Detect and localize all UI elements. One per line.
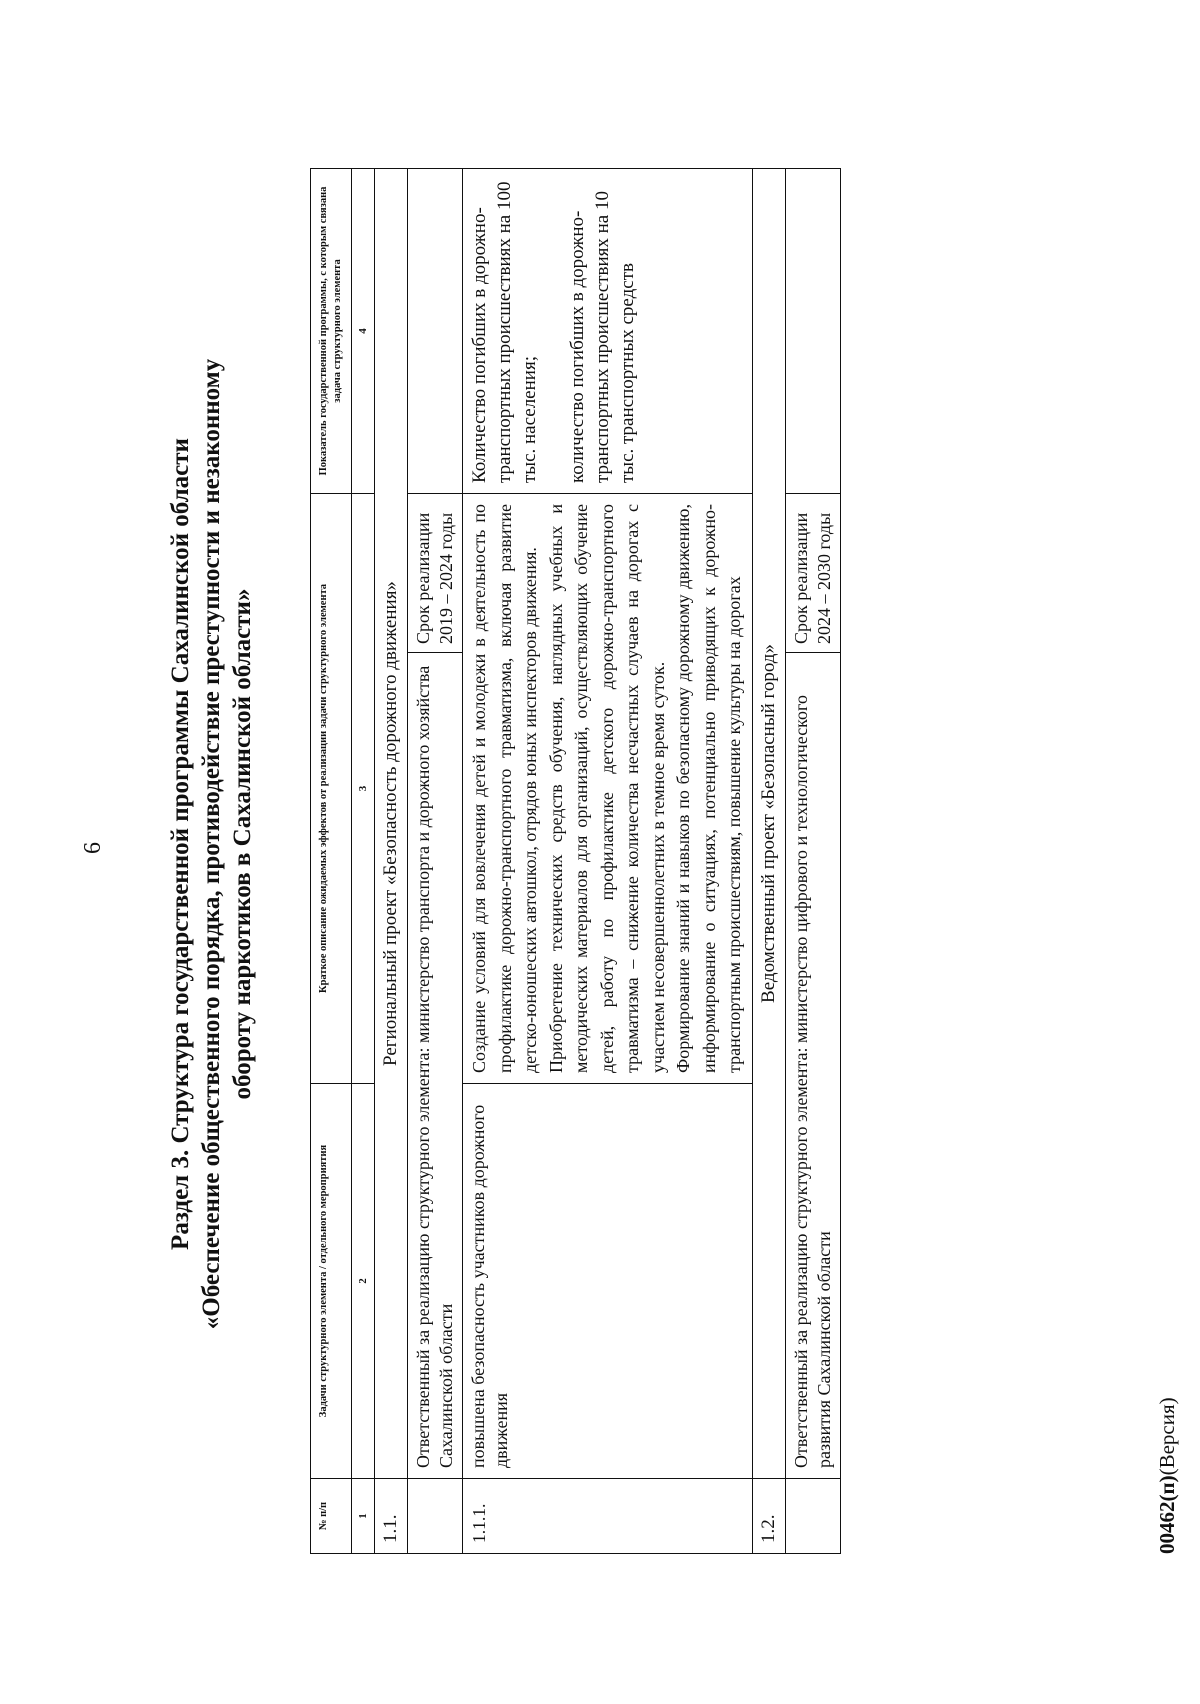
empty-cell bbox=[408, 1479, 463, 1554]
responsible-row bbox=[785, 169, 840, 1554]
section-row bbox=[375, 169, 408, 1554]
task-row bbox=[463, 169, 753, 1554]
section-number: 1.1. bbox=[375, 1479, 408, 1554]
responsible-text: Ответственный за реализацию структурного элемента: министерство цифрового и технологического развития Сахалинской области bbox=[790, 695, 834, 1468]
indicator-paragraph: количество погибших в дорожно-транспортных происшествиях на 10 тыс. транспортных средств bbox=[567, 191, 638, 483]
column-number: 4 bbox=[352, 169, 375, 494]
empty-cell bbox=[408, 169, 463, 494]
empty-cell bbox=[785, 1479, 840, 1554]
title-line-1: Раздел 3. Структура государственной программы Сахалинской области bbox=[167, 438, 194, 1250]
task-number: 1.1.1. bbox=[463, 1479, 753, 1554]
header-indicator: Показатель государственной программы, с которым связана задача структурного элемента bbox=[311, 169, 352, 494]
implementation-period: Срок реализации 2019 – 2024 годы bbox=[408, 494, 462, 653]
version-label: (Версия) bbox=[1155, 1397, 1179, 1476]
empty-cell bbox=[785, 169, 840, 494]
header-number: № п/п bbox=[311, 1479, 352, 1554]
task-name: повышена безопасность участников дорожного движения bbox=[463, 1084, 753, 1479]
page-number: 6 bbox=[80, 842, 106, 854]
document-code bbox=[1155, 1397, 1180, 1554]
responsible-cell bbox=[785, 494, 840, 1479]
responsible-text: Ответственный за реализацию структурного элемента: министерство транспорта и дорожного хозяйства Сахалинской области bbox=[413, 665, 456, 1468]
responsible-row bbox=[408, 169, 463, 1554]
effect-paragraph: Приобретение технических средств обучения, наглядных учебных и методических материалов для организаций, осуществляющих обучение детей, работу по профилактике детского дорожно-транспортного травматизма – снижение количества несчастных случаев на дорогах с участием несовершеннолетних в темное время суток. bbox=[545, 504, 668, 1073]
section-number: 1.2. bbox=[752, 1479, 785, 1554]
responsible-cell bbox=[408, 494, 463, 1479]
implementation-period: Срок реализации 2024 – 2030 годы bbox=[786, 494, 840, 653]
table-header-row bbox=[311, 169, 352, 1554]
indicator-paragraph: Количество погибших в дорожно-транспортных происшествиях на 100 тыс. населения; bbox=[469, 181, 540, 483]
column-number-row bbox=[352, 169, 375, 1554]
document-title bbox=[165, 224, 258, 1464]
task-indicators bbox=[463, 169, 753, 494]
section-row bbox=[752, 169, 785, 1554]
column-number: 1 bbox=[352, 1479, 375, 1554]
header-effects: Краткое описание ожидаемых эффектов от реализации задачи структурного элемента bbox=[311, 494, 352, 1084]
section-title: Региональный проект «Безопасность дорожного движения» bbox=[375, 169, 408, 1479]
structure-table bbox=[310, 168, 841, 1554]
column-number: 2 bbox=[352, 1084, 375, 1479]
effect-paragraph: Формирование знаний и навыков по безопасному дорожному движению, информирование о ситуациях, потенциально приводящих к дорожно-транспортным происшествиям, повышение культуры на дорогах bbox=[673, 504, 744, 1073]
header-task: Задачи структурного элемента / отдельного мероприятия bbox=[311, 1084, 352, 1479]
code-number: 00462(п) bbox=[1155, 1475, 1179, 1554]
title-line-2: «Обеспечение общественного порядка, противодействие преступности и незаконному bbox=[198, 358, 225, 1330]
task-effects bbox=[463, 494, 753, 1084]
effect-paragraph: Создание условий для вовлечения детей и молодежи в деятельность по профилактике дорожно-транспортного травматизма, включая развитие детско-юношеских автошкол, отрядов юных инспекторов движения. bbox=[469, 504, 540, 1073]
section-title: Ведомственный проект «Безопасный город» bbox=[752, 169, 785, 1479]
column-number: 3 bbox=[352, 494, 375, 1084]
title-line-3: обороту наркотиков в Сахалинской области» bbox=[229, 588, 256, 1100]
